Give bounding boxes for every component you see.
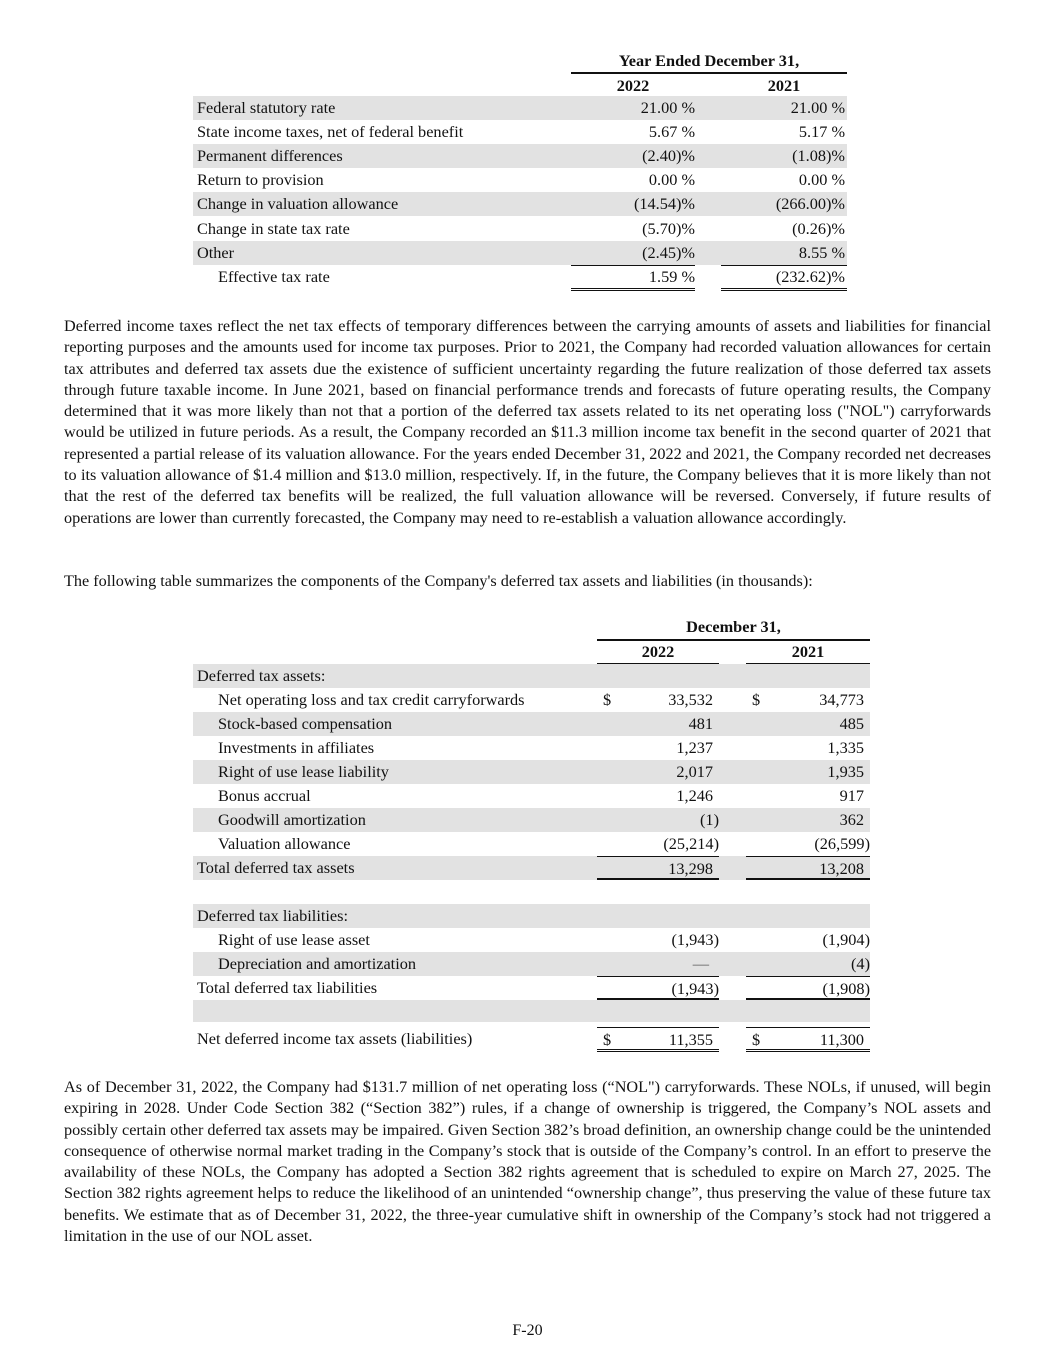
table-row: Net operating loss and tax credit carryforwards $ 33,532 $ 34,773 xyxy=(218,690,864,709)
page-number: F-20 xyxy=(512,1322,543,1339)
total-row-assets: Total deferred tax assets 13,298 13,208 xyxy=(193,856,870,880)
table-row: Stock-based compensation 481 485 xyxy=(193,712,870,736)
total-row-liabilities: Total deferred tax liabilities (1,943) (1,908) xyxy=(197,978,870,998)
table-row: Return to provision 0.00 % 0.00 % xyxy=(197,170,845,189)
deferred-taxes-paragraph: Deferred income taxes reflect the net tax effects of temporary differences between the carrying amounts of assets and liabilities for financial reporting purposes and the amounts used for income tax purposes. Prior to 2021, the Company had recorded valuation allowances for certain tax attributes and deferred tax assets due the existence of sufficient uncertainty regarding the future realization of those deferred tax assets through future taxable income. In June 2021, based on financial performance trends and forecasts of future operating results, the Company determined that it was more likely than not that a portion of the deferred tax assets related to its net operating loss ("NOL") carryforwards would be utilized in future periods. As a result, the Company recorded an $11.3 million income tax benefit in the second quarter of 2021 that represented a partial release of its valuation allowance. For the years ended December 31, 2022 and 2021, the Company recorded net decreases to its valuation allowance of $1.4 million and $13.0 million, respectively. If, in the future, the Company believes that it is more likely than not that the rest of the deferred tax benefits will be realized, the full valuation allowance will be reversed. Conversely, if future results of operations are lower than currently forecasted, the Company may need to re-establish a valuation allowance accordingly. xyxy=(64,317,991,527)
deferred-table-year-2021: 2021 xyxy=(746,641,870,665)
nol-paragraph: As of December 31, 2022, the Company had $131.7 million of net operating loss (“NOL") carryforwards. These NOLs, if unused, will begin expiring in 2028. Under Code Section 382 (“Section 382”) rules, if a change of ownership is triggered, the Company’s NOL assets and possibly certain other deferred tax assets may be impaired. Given Section 382’s broad definition, an ownership change could be the unintended consequence of otherwise normal market trading in the Company’s stock that is outside of the Company’s control. In an effort to preserve the availability of these NOLs, the Company has adopted a Section 382 rights agreement that is scheduled to expire on March 27, 2025. The Section 382 rights agreement helps to reduce the likelihood of an unintended “ownership change”, thus preserving the value of these future tax benefits. We estimate that as of December 31, 2022, the three-year cumulative shift in ownership of the Company’s stock had not triggered a limitation in the use of our NOL asset. xyxy=(64,1078,991,1246)
table-row: Bonus accrual 1,246 917 xyxy=(218,786,864,805)
deferred-table-year-2022: 2022 xyxy=(597,641,719,665)
table-row: Investments in affiliates 1,237 1,335 xyxy=(218,738,864,757)
spacer-row xyxy=(193,1000,870,1022)
table-intro-paragraph: The following table summarizes the components of the Company's deferred tax assets and liabilities (in thousands): xyxy=(64,572,813,590)
table-row: Permanent differences (2.40)% (1.08)% xyxy=(193,144,847,168)
table-row: Federal statutory rate 21.00 % 21.00 % xyxy=(193,96,847,120)
table-row: Change in state tax rate (5.70)% (0.26)% xyxy=(197,219,845,238)
rate-table-group-header: Year Ended December 31, xyxy=(571,50,847,74)
table-row: Valuation allowance (25,214) (26,599) xyxy=(218,834,870,853)
section-header-assets: Deferred tax assets: xyxy=(193,664,870,688)
table-row: Depreciation and amortization — (4) xyxy=(193,952,870,976)
table-row: Goodwill amortization (1) 362 xyxy=(193,808,870,832)
table-row: Right of use lease asset (1,943) (1,904) xyxy=(218,930,870,949)
net-total-row: Net deferred income tax assets (liabilities) $ 11,355 $ 11,300 xyxy=(193,1027,870,1051)
total-row-effective-rate: Effective tax rate 1.59 % (232.62)% xyxy=(193,265,847,289)
deferred-table-group-header: December 31, xyxy=(597,615,870,641)
table-row: Right of use lease liability 2,017 1,935 xyxy=(193,760,870,784)
rate-table-year-2021: 2021 xyxy=(721,76,847,98)
table-row: Change in valuation allowance (14.54)% (266.00)% xyxy=(193,192,847,216)
table-row: Other (2.45)% 8.55 % xyxy=(193,241,847,265)
table-row: State income taxes, net of federal benefit 5.67 % 5.17 % xyxy=(197,122,845,141)
rate-table-year-2022: 2022 xyxy=(571,76,695,98)
section-header-liabilities: Deferred tax liabilities: xyxy=(193,904,870,928)
